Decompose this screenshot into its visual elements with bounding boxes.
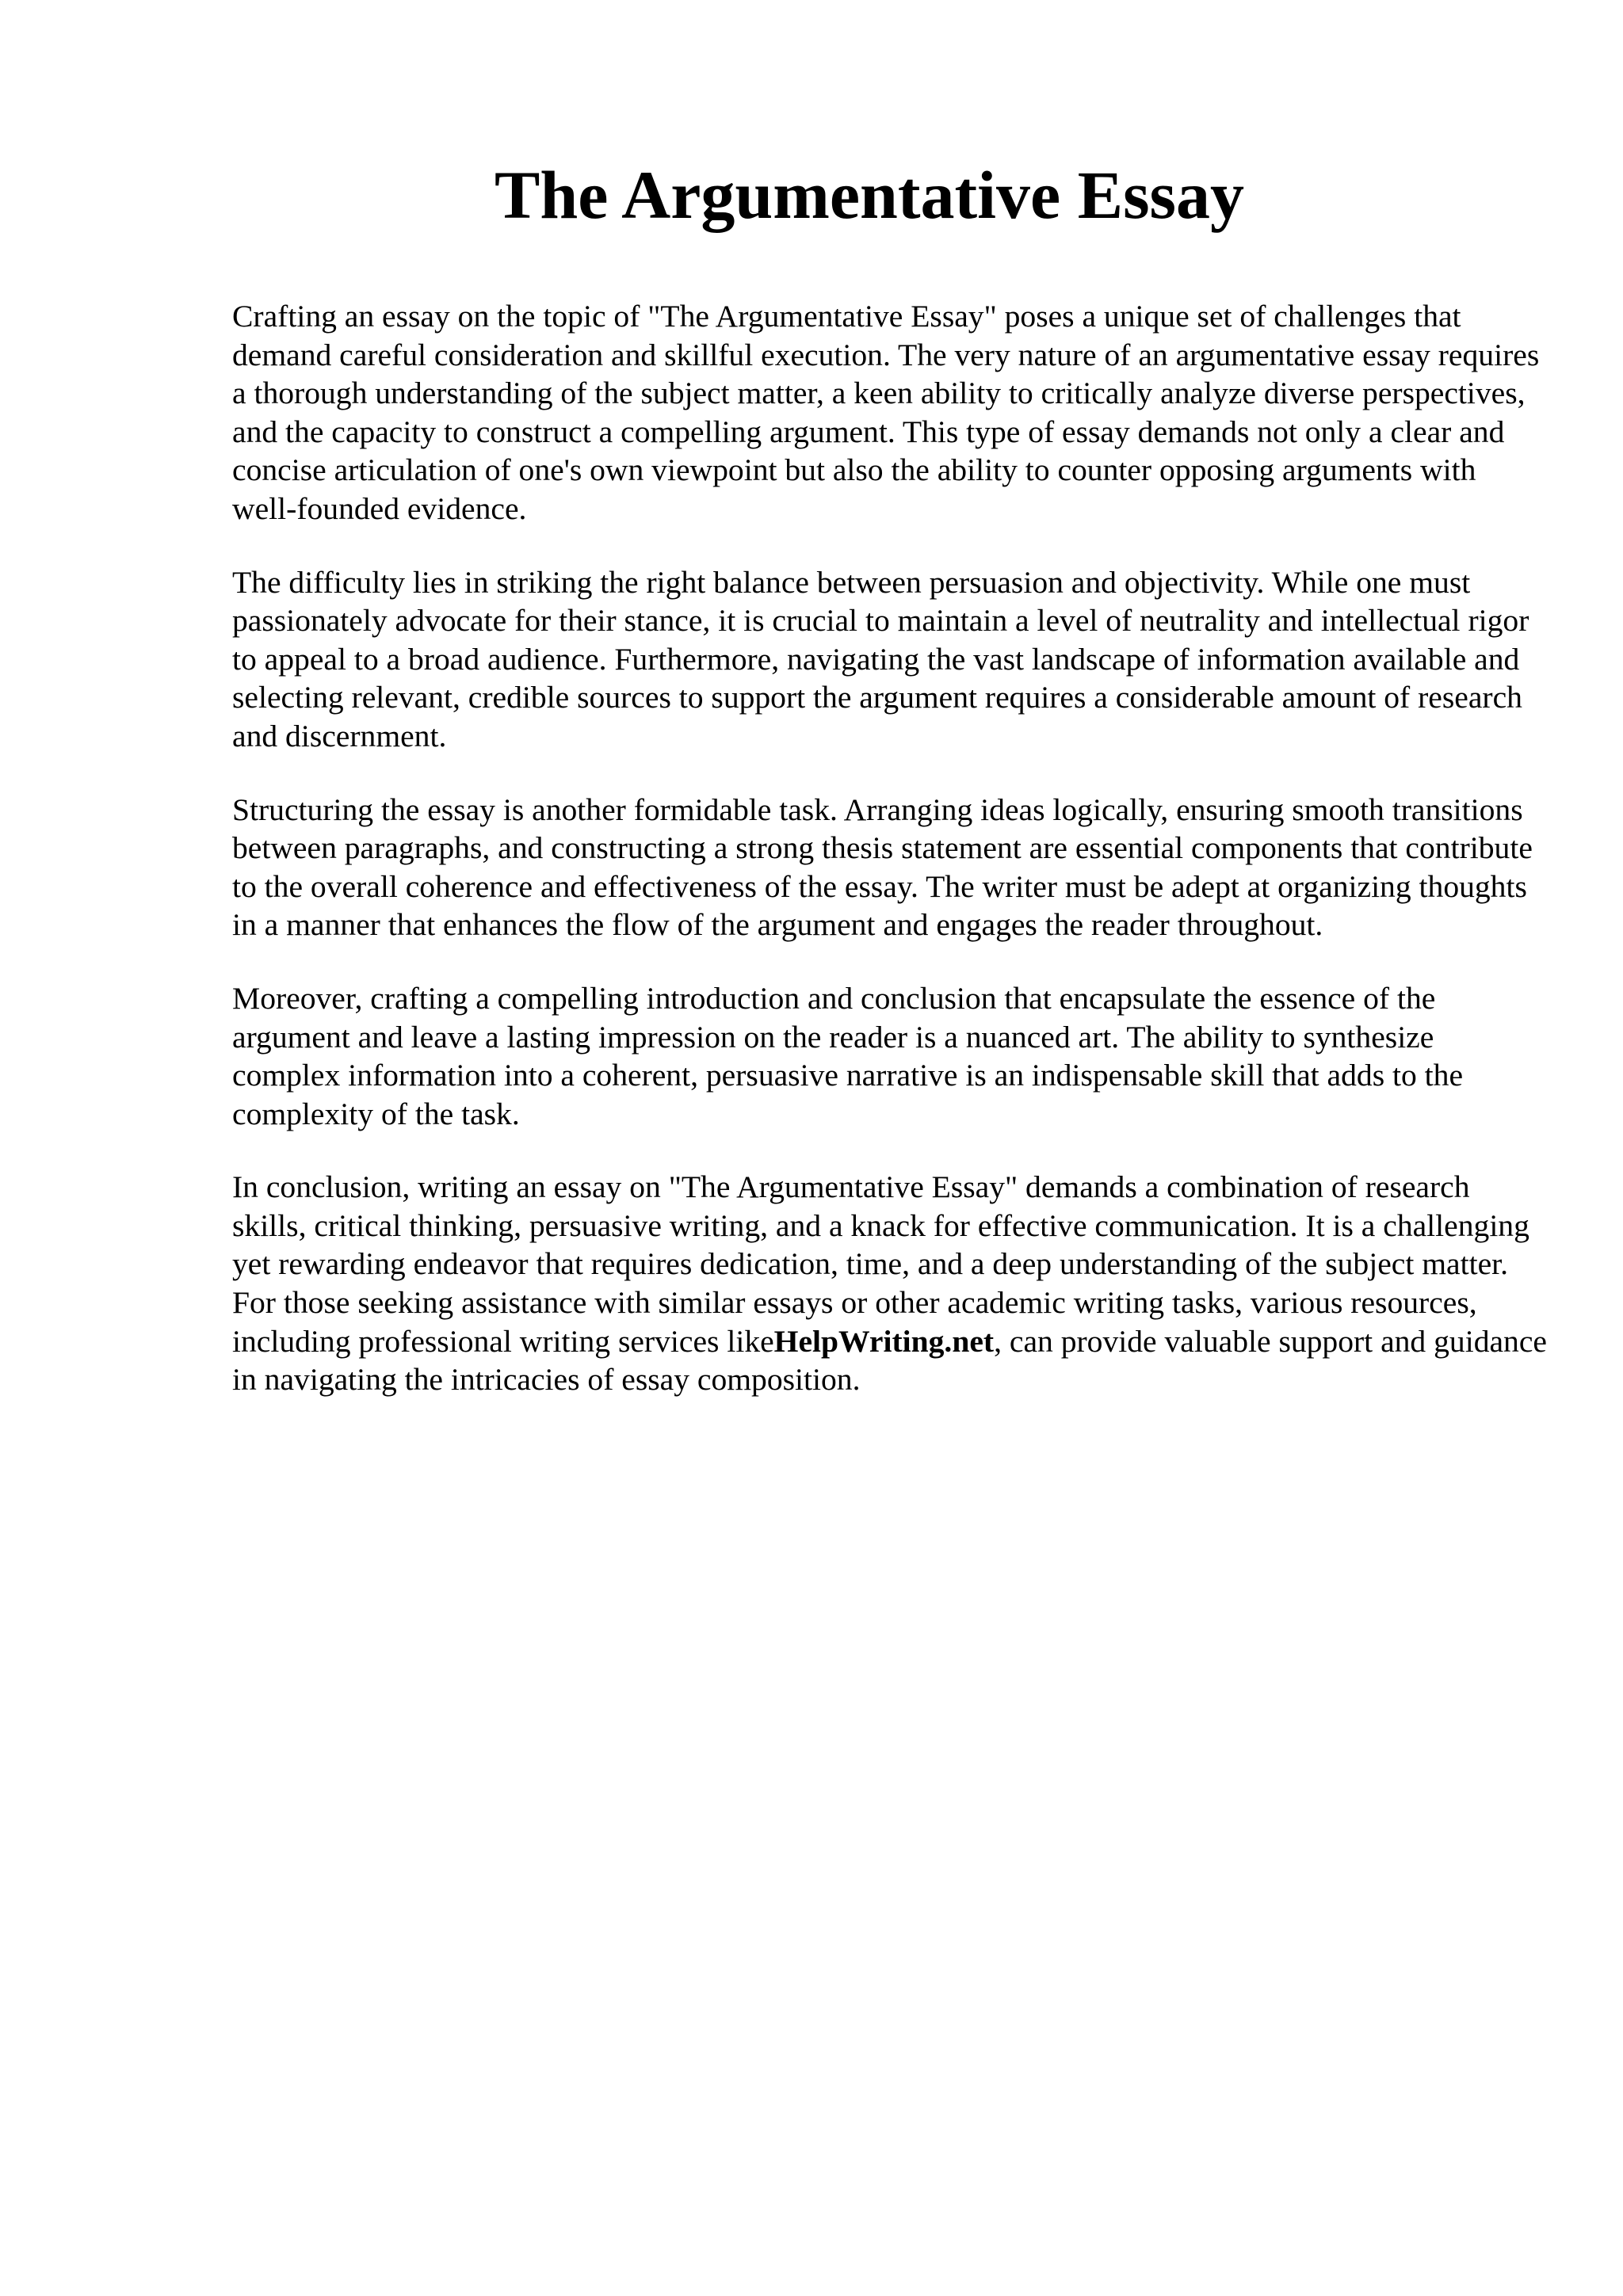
paragraph-2: The difficulty lies in striking the right balance between persuasion and objectivity. While one must passionately advocate for their stance, it is crucial to maintain a level of neutrality and intellectual rigor to appeal to a broad audience. Furthermore, navigating the vast landscape of information available and selecting relevant, credible sources to support the argument requires a considerable amount of research and discernment. [232, 564, 1529, 753]
helpwriting-brand-link[interactable]: HelpWriting.net [773, 1323, 995, 1359]
document-body [232, 297, 1548, 1434]
paragraph-3: Structuring the essay is another formidable task. Arranging ideas logically, ensuring smooth transitions between paragraphs, and constructing a strong thesis statement are essential components that contribute to the overall coherence and effectiveness of the essay. The writer must be adept at organizing thoughts in a manner that enhances the flow of the argument and engages the reader throughout. [232, 791, 1533, 943]
conclusion-text-before: In conclusion, writing an essay on "The Argumentative Essay" demands a combination of research skills, critical thinking, persuasive writing, and a knack for effective communication. It is a challenging yet rewarding endeavor that requires dedication, time, and a deep understanding of the subject matter. For those seeking assistance with similar essays or other academic writing tasks, various resources, including professional writing services like [232, 1169, 1529, 1359]
paragraph-conclusion [232, 1168, 1548, 1399]
paragraph-4: Moreover, crafting a compelling introduction and conclusion that encapsulate the essence of the argument and leave a lasting impression on the reader is a nuanced art. The ability to synthesize complex information into a coherent, persuasive narrative is an indispensable skill that adds to the complexity of the task. [232, 980, 1464, 1131]
paragraph-1: Crafting an essay on the topic of "The Argumentative Essay" poses a unique set of challenges that demand careful consideration and skillful execution. The very nature of an argumentative essay requires a thorough understanding of the subject matter, a keen ability to critically analyze diverse perspectives, and the capacity to construct a compelling argument. This type of essay demands not only a clear and concise articulation of one's own viewpoint but also the ability to counter opposing arguments with well-founded evidence. [232, 299, 1540, 526]
document-title: The Argumentative Essay [495, 157, 1244, 233]
conclusion-text-after: , can provide valuable support and guidance in navigating the intricacies of essay composition. [232, 1323, 1547, 1398]
